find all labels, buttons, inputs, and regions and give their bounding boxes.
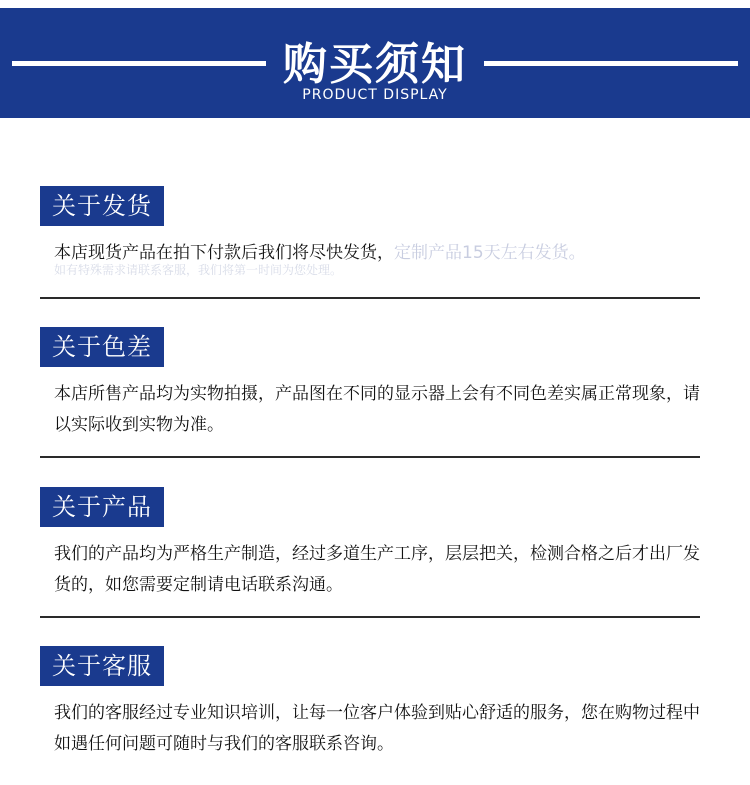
banner-rule-right <box>484 61 738 66</box>
section-text-faded: 定制产品15天左右发货。 <box>394 243 586 263</box>
section-divider <box>40 456 700 458</box>
section-divider <box>40 616 700 618</box>
section-shipping <box>40 186 700 277</box>
section-divider <box>40 297 700 299</box>
section-text-faded-line: 如有特殊需求请联系客服，我们将第一时间为您处理。 <box>54 263 343 277</box>
section-color-difference <box>40 327 700 441</box>
section-text-main: 本店现货产品在拍下付款后我们将尽快发货， <box>54 243 394 263</box>
section-text: 我们的客服经过专业知识培训，让每一位客户体验到贴心舒适的服务，您在购物过程中如遇任何问题可随时与我们的客服联系咨询。 <box>54 703 700 754</box>
banner-subtitle: PRODUCT DISPLAY <box>302 87 448 103</box>
section-heading: 关于产品 <box>40 487 164 527</box>
section-product <box>40 487 700 601</box>
section-heading: 关于色差 <box>40 327 164 367</box>
section-text: 我们的产品均为严格生产制造，经过多道生产工序，层层把关，检测合格之后才出厂发货的，如您需要定制请电话联系沟通。 <box>54 544 700 595</box>
section-text <box>54 238 704 277</box>
header-banner <box>0 0 750 122</box>
banner-title: 购买须知 <box>283 39 467 90</box>
section-text: 本店所售产品均为实物拍摄，产品图在不同的显示器上会有不同色差实属正常现象，请以实际收到实物为准。 <box>54 384 700 435</box>
section-heading: 关于发货 <box>40 186 164 226</box>
section-customer-service <box>40 646 700 760</box>
section-heading: 关于客服 <box>40 646 164 686</box>
